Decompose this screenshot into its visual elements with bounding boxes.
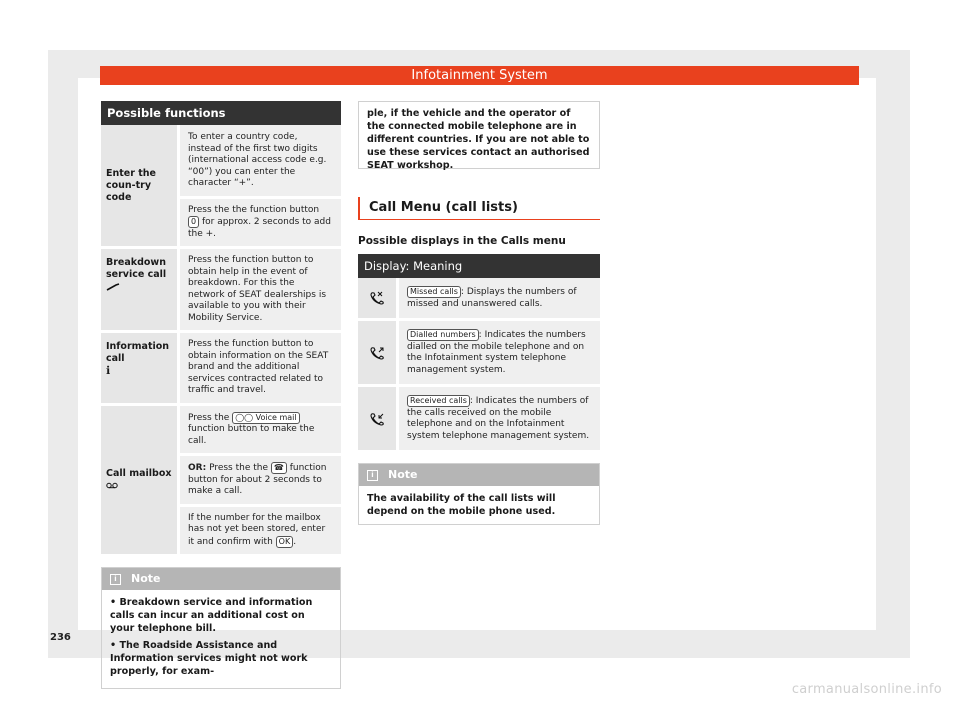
received-calls-key: Received calls <box>407 395 470 407</box>
calls-table-heading: Display: Meaning <box>358 254 600 278</box>
row-label: Breakdown service call <box>101 249 177 330</box>
table-row <box>101 125 341 249</box>
table-row <box>101 406 341 558</box>
note-body: • Breakdown service and information calls can incur an additional cost on your telephone bill. • The Roadside Assistance and Information services might not work properly, for exam- <box>110 597 313 677</box>
left-column <box>101 101 341 689</box>
table-row <box>101 333 341 406</box>
section-title: Call Menu (call lists) <box>358 197 600 220</box>
wrench-icon <box>106 283 120 291</box>
table-row <box>358 321 600 387</box>
section-subtitle: Possible displays in the Calls menu <box>358 235 566 247</box>
row-label: Enter the coun-try code <box>101 125 177 246</box>
functions-table-heading: Possible functions <box>101 101 341 125</box>
row-text: Press the function button to obtain information on the SEAT brand and the additional services contracted related to traffic and travel. <box>180 333 341 403</box>
row-text: Dialled numbers : Indicates the numbers dialled on the mobile telephone and on the Infotainment system telephone management system. <box>399 321 600 384</box>
note-heading: i Note <box>102 568 340 590</box>
row-text: Press the function button to obtain help in the event of breakdown. For this the network of SEAT dealerships is available to you with their Mobility Service. <box>180 249 341 330</box>
info-icon: ℹ <box>106 364 111 377</box>
voicemail-icon <box>106 482 118 489</box>
note-box <box>358 463 600 525</box>
dialled-numbers-key: Dialled numbers <box>407 329 479 341</box>
note-continuation: ple, if the vehicle and the operator of the connected mobile telephone are in different countries. If you are not able to use these services contact an authorised SEAT workshop. <box>358 101 600 169</box>
dialled-call-icon <box>369 346 385 360</box>
row-text: If the number for the mailbox has not yet been stored, enter it and confirm with OK . <box>180 504 341 555</box>
note-body: The availability of the call lists will depend on the mobile phone used. <box>367 493 556 517</box>
page-number: 236 <box>50 632 71 643</box>
row-label: Information call ℹ <box>101 333 177 403</box>
info-icon: i <box>110 574 121 585</box>
row-text: Missed calls : Displays the numbers of missed and unanswered calls. <box>399 278 600 318</box>
note-box <box>101 567 341 689</box>
row-text: Press the the function button 0 for approx. 2 seconds to add the +. <box>180 196 341 247</box>
received-call-icon <box>369 412 385 426</box>
zero-key: 0 <box>188 216 199 228</box>
voice-mail-key: ◯◯ Voice mail <box>232 412 299 424</box>
row-text: To enter a country code, instead of the first two digits (international access code e.g. “00”) you can enter the character “+”. <box>180 125 341 196</box>
row-text: Press the ◯◯ Voice mail function button to make the call. <box>180 406 341 454</box>
table-row <box>358 278 600 321</box>
missed-call-icon <box>369 291 385 305</box>
handset-key: ☎ <box>271 462 287 474</box>
press-text: Press the <box>188 204 230 215</box>
row-text: OR: Press the the ☎ function button for about 2 seconds to make a call. <box>180 453 341 504</box>
chapter-header: Infotainment System <box>100 66 859 85</box>
table-row <box>358 387 600 453</box>
watermark: carmanualsonline.info <box>791 682 942 697</box>
row-text: Received calls : Indicates the numbers of the calls received on the mobile telephone and on the Infotainment system telephone management system. <box>399 387 600 450</box>
right-column <box>358 101 600 525</box>
table-row <box>101 249 341 333</box>
info-icon: i <box>367 470 378 481</box>
note-heading: i Note <box>359 464 599 486</box>
missed-calls-key: Missed calls <box>407 286 461 298</box>
row-label: Call mailbox <box>101 406 177 555</box>
ok-key: OK <box>276 536 294 548</box>
